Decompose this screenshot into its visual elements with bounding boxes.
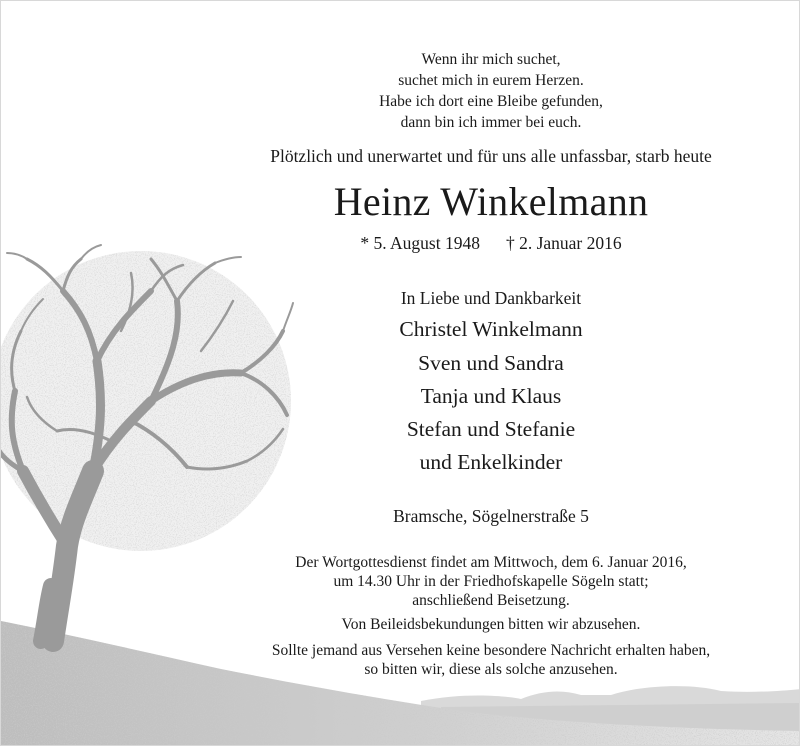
mourner-name: Sven und Sandra [418,351,564,375]
service-info-line: Der Wortgottesdienst findet am Mittwoch, dem 6. Januar 2016, [295,554,687,571]
mourner-name: und Enkelkinder [419,450,563,474]
poem-line: Habe ich dort eine Bleibe gefunden, [379,93,603,110]
closing-line: Sollte jemand aus Versehen keine besondere Nachricht erhalten haben, [271,642,711,659]
birth-date: * 5. August 1948 [360,233,480,253]
notice-text [1,1,800,746]
death-announcement: Plötzlich und unerwartet und für uns alle unfassbar, starb heute [270,146,712,166]
condolence-note: Von Beileidsbekundungen bitten wir abzusehen. [341,616,641,633]
closing-line: so bitten wir, diese als solche anzusehen. [364,661,618,678]
poem-line: dann bin ich immer bei euch. [400,114,582,131]
poem-line: Wenn ihr mich suchet, [421,51,561,68]
deceased-name: Heinz Winkelmann [333,179,649,224]
service-info-line: anschließend Beisetzung. [412,592,570,609]
mourner-name: Christel Winkelmann [399,317,583,341]
poem-line: suchet mich in eurem Herzen. [398,72,584,89]
mourners-intro: In Liebe und Dankbarkeit [400,288,582,308]
death-date: † 2. Januar 2016 [505,233,622,253]
family-address: Bramsche, Sögelnerstraße 5 [393,506,589,526]
mourner-name: Tanja und Klaus [420,384,562,408]
service-info-line: um 14.30 Uhr in der Friedhofskapelle Sögeln statt; [333,573,649,590]
life-dates [191,233,791,254]
mourner-name: Stefan und Stefanie [406,417,576,441]
